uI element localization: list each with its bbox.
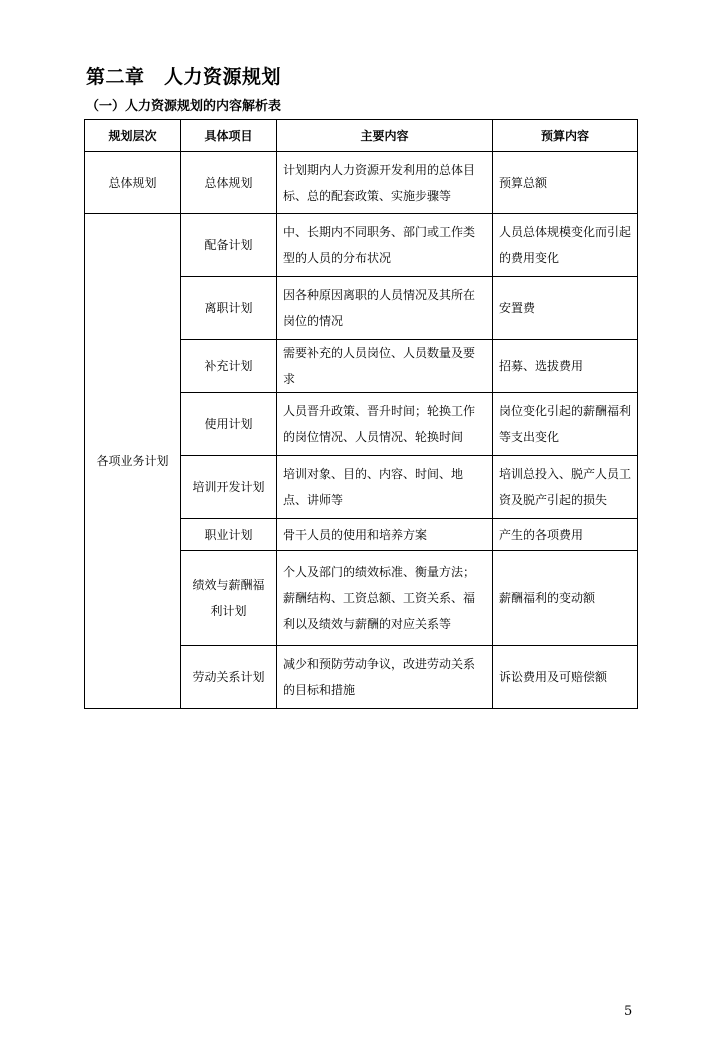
content-cell: 培训对象、目的、内容、时间、地点、讲师等 <box>277 456 493 519</box>
content-cell: 因各种原因离职的人员情况及其所在岗位的情况 <box>277 277 493 340</box>
budget-cell: 培训总投入、脱产人员工资及脱产引起的损失 <box>493 456 638 519</box>
hr-planning-table <box>84 119 638 709</box>
table-row <box>85 214 638 277</box>
content-cell: 需要补充的人员岗位、人员数量及要求 <box>277 340 493 393</box>
budget-cell: 产生的各项费用 <box>493 519 638 551</box>
item-cell: 离职计划 <box>181 277 277 340</box>
item-cell: 使用计划 <box>181 393 277 456</box>
item-cell: 配备计划 <box>181 214 277 277</box>
table-row <box>85 152 638 214</box>
content-cell: 人员晋升政策、晋升时间；轮换工作的岗位情况、人员情况、轮换时间 <box>277 393 493 456</box>
budget-cell: 诉讼费用及可赔偿额 <box>493 646 638 709</box>
table-header-row <box>85 120 638 152</box>
level-cell: 总体规划 <box>85 152 181 214</box>
header-cell-level: 规划层次 <box>85 120 181 152</box>
level-cell: 各项业务计划 <box>85 214 181 709</box>
budget-cell: 招募、选拔费用 <box>493 340 638 393</box>
page-number: 5 <box>624 1004 633 1019</box>
budget-cell: 岗位变化引起的薪酬福利等支出变化 <box>493 393 638 456</box>
item-cell: 总体规划 <box>181 152 277 214</box>
header-cell-item: 具体项目 <box>181 120 277 152</box>
budget-cell: 人员总体规模变化而引起的费用变化 <box>493 214 638 277</box>
item-cell: 劳动关系计划 <box>181 646 277 709</box>
content-cell: 骨干人员的使用和培养方案 <box>277 519 493 551</box>
item-cell: 绩效与薪酬福利计划 <box>181 551 277 646</box>
content-cell: 中、长期内不同职务、部门或工作类型的人员的分布状况 <box>277 214 493 277</box>
budget-cell: 薪酬福利的变动额 <box>493 551 638 646</box>
section-title: （一）人力资源规划的内容解析表 <box>86 99 282 114</box>
chapter-title: 第二章 人力资源规划 <box>86 66 282 88</box>
header-cell-content: 主要内容 <box>277 120 493 152</box>
item-cell: 补充计划 <box>181 340 277 393</box>
content-cell: 减少和预防劳动争议，改进劳动关系的目标和措施 <box>277 646 493 709</box>
content-cell: 计划期内人力资源开发利用的总体目标、总的配套政策、实施步骤等 <box>277 152 493 214</box>
budget-cell: 预算总额 <box>493 152 638 214</box>
item-cell: 培训开发计划 <box>181 456 277 519</box>
content-cell: 个人及部门的绩效标准、衡量方法；薪酬结构、工资总额、工资关系、福利以及绩效与薪酬的对应关系等 <box>277 551 493 646</box>
item-cell: 职业计划 <box>181 519 277 551</box>
budget-cell: 安置费 <box>493 277 638 340</box>
header-cell-budget: 预算内容 <box>493 120 638 152</box>
